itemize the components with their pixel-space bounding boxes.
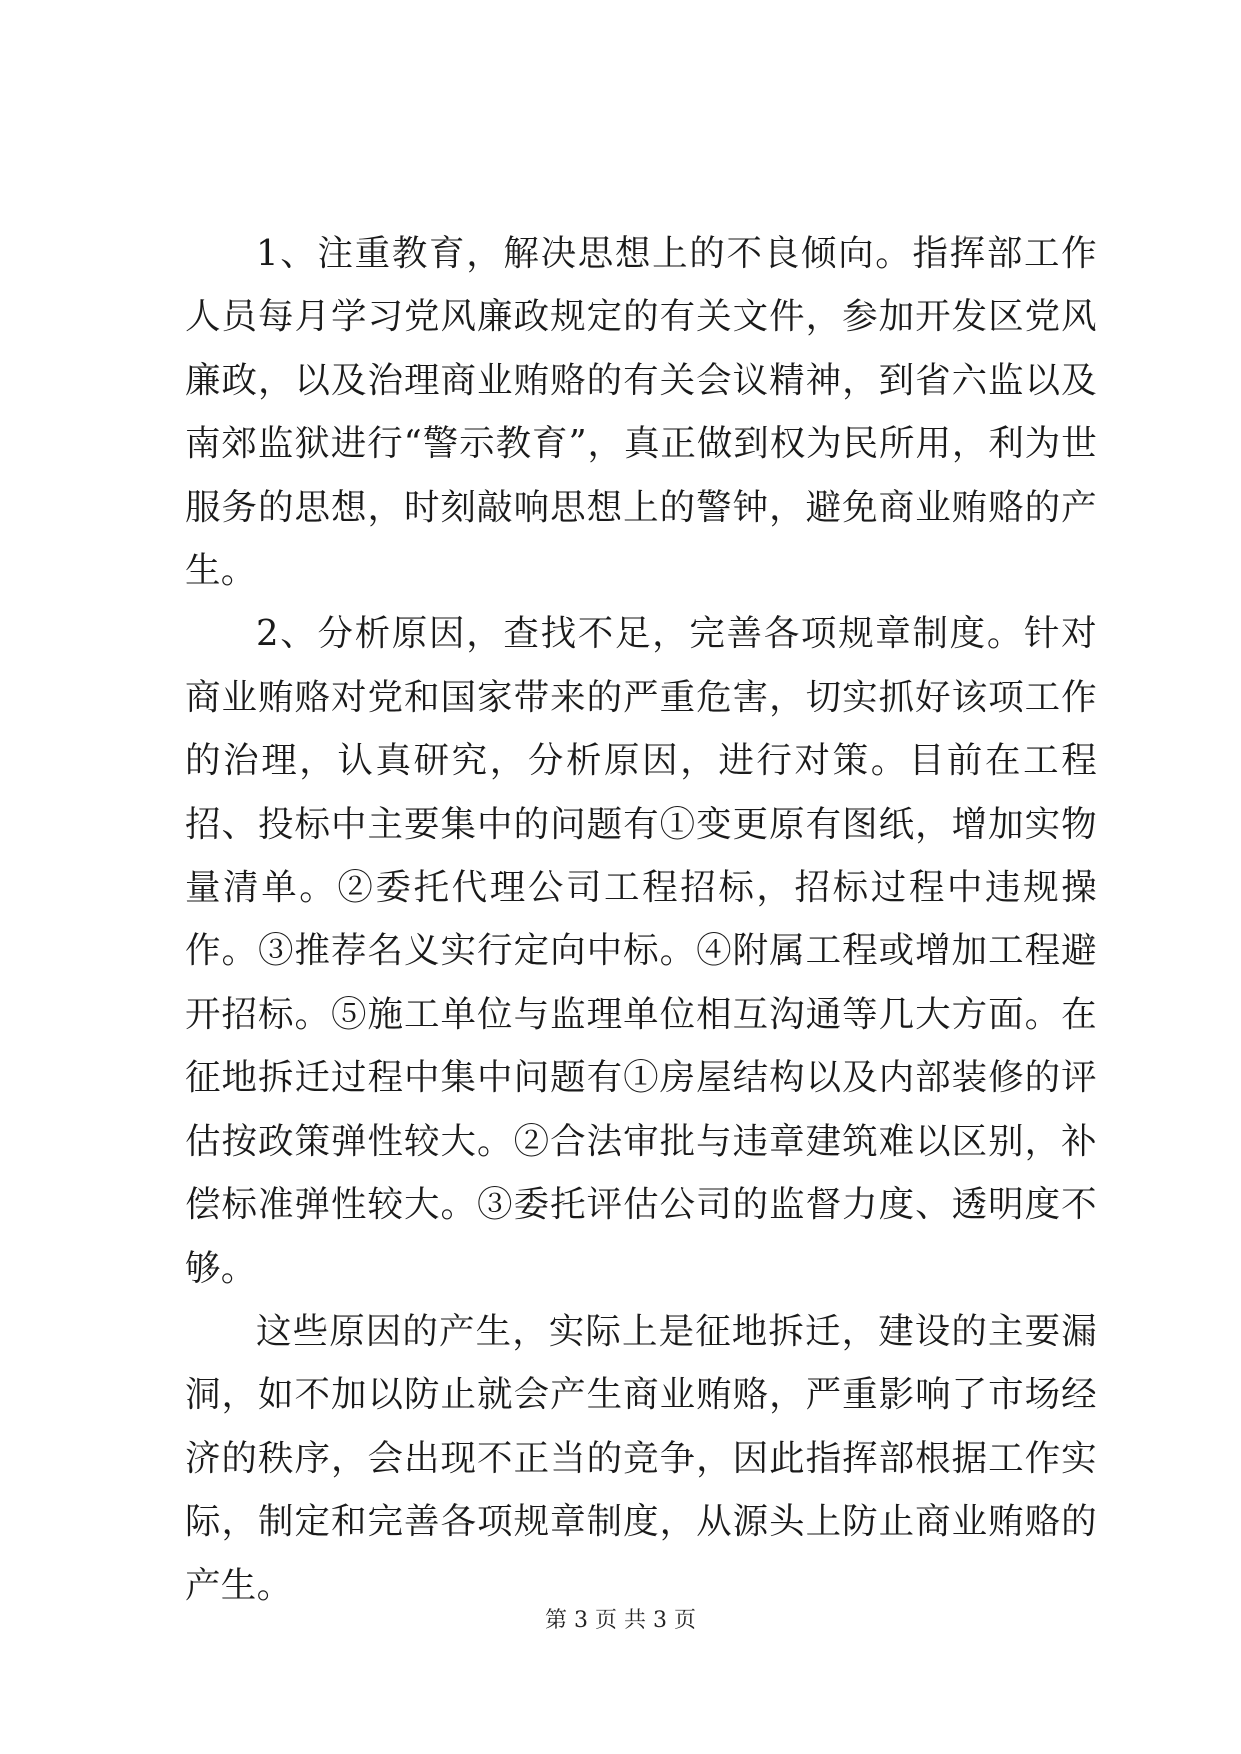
paragraph-causes: 这些原因的产生，实际上是征地拆迁，建设的主要漏洞，如不加以防止就会产生商业贿赂，严重影响了市场经济的秩序，会出现不正当的竞争，因此指挥部根据工作实际，制定和完善各项规章制度，从源头上防止商业贿赂的产生。 <box>185 1310 1097 1606</box>
paragraph-analysis: 2、分析原因，查找不足，完善各项规章制度。针对商业贿赂对党和国家带来的严重危害，切实抓好该项工作的治理，认真研究，分析原因，进行对策。目前在工程招、投标中主要集中的问题有①变更原有图纸，增加实物量清单。②委托代理公司工程招标，招标过程中违规操作。③推荐名义实行定向中标。④附属工程或增加工程避开招标。⑤施工单位与监理单位相互沟通等几大方面。在征地拆迁过程中集中问题有①房屋结构以及内部装修的评估按政策弹性较大。②合法审批与违章建筑难以区别，补偿标准弹性较大。③委托评估公司的监督力度、透明度不够。 <box>185 613 1097 1289</box>
paragraph-education: 1、注重教育，解决思想上的不良倾向。指挥部工作人员每月学习党风廉政规定的有关文件，参加开发区党风廉政，以及治理商业贿赂的有关会议精神，到省六监以及南郊监狱进行“警示教育”，真正做到权为民所用，利为世服务的思想，时刻敲响思想上的警钟，避免商业贿赂的产生。 <box>185 233 1097 592</box>
page-footer: 第 3 页 共 3 页 <box>545 1608 696 1633</box>
document-body <box>185 222 1097 1617</box>
